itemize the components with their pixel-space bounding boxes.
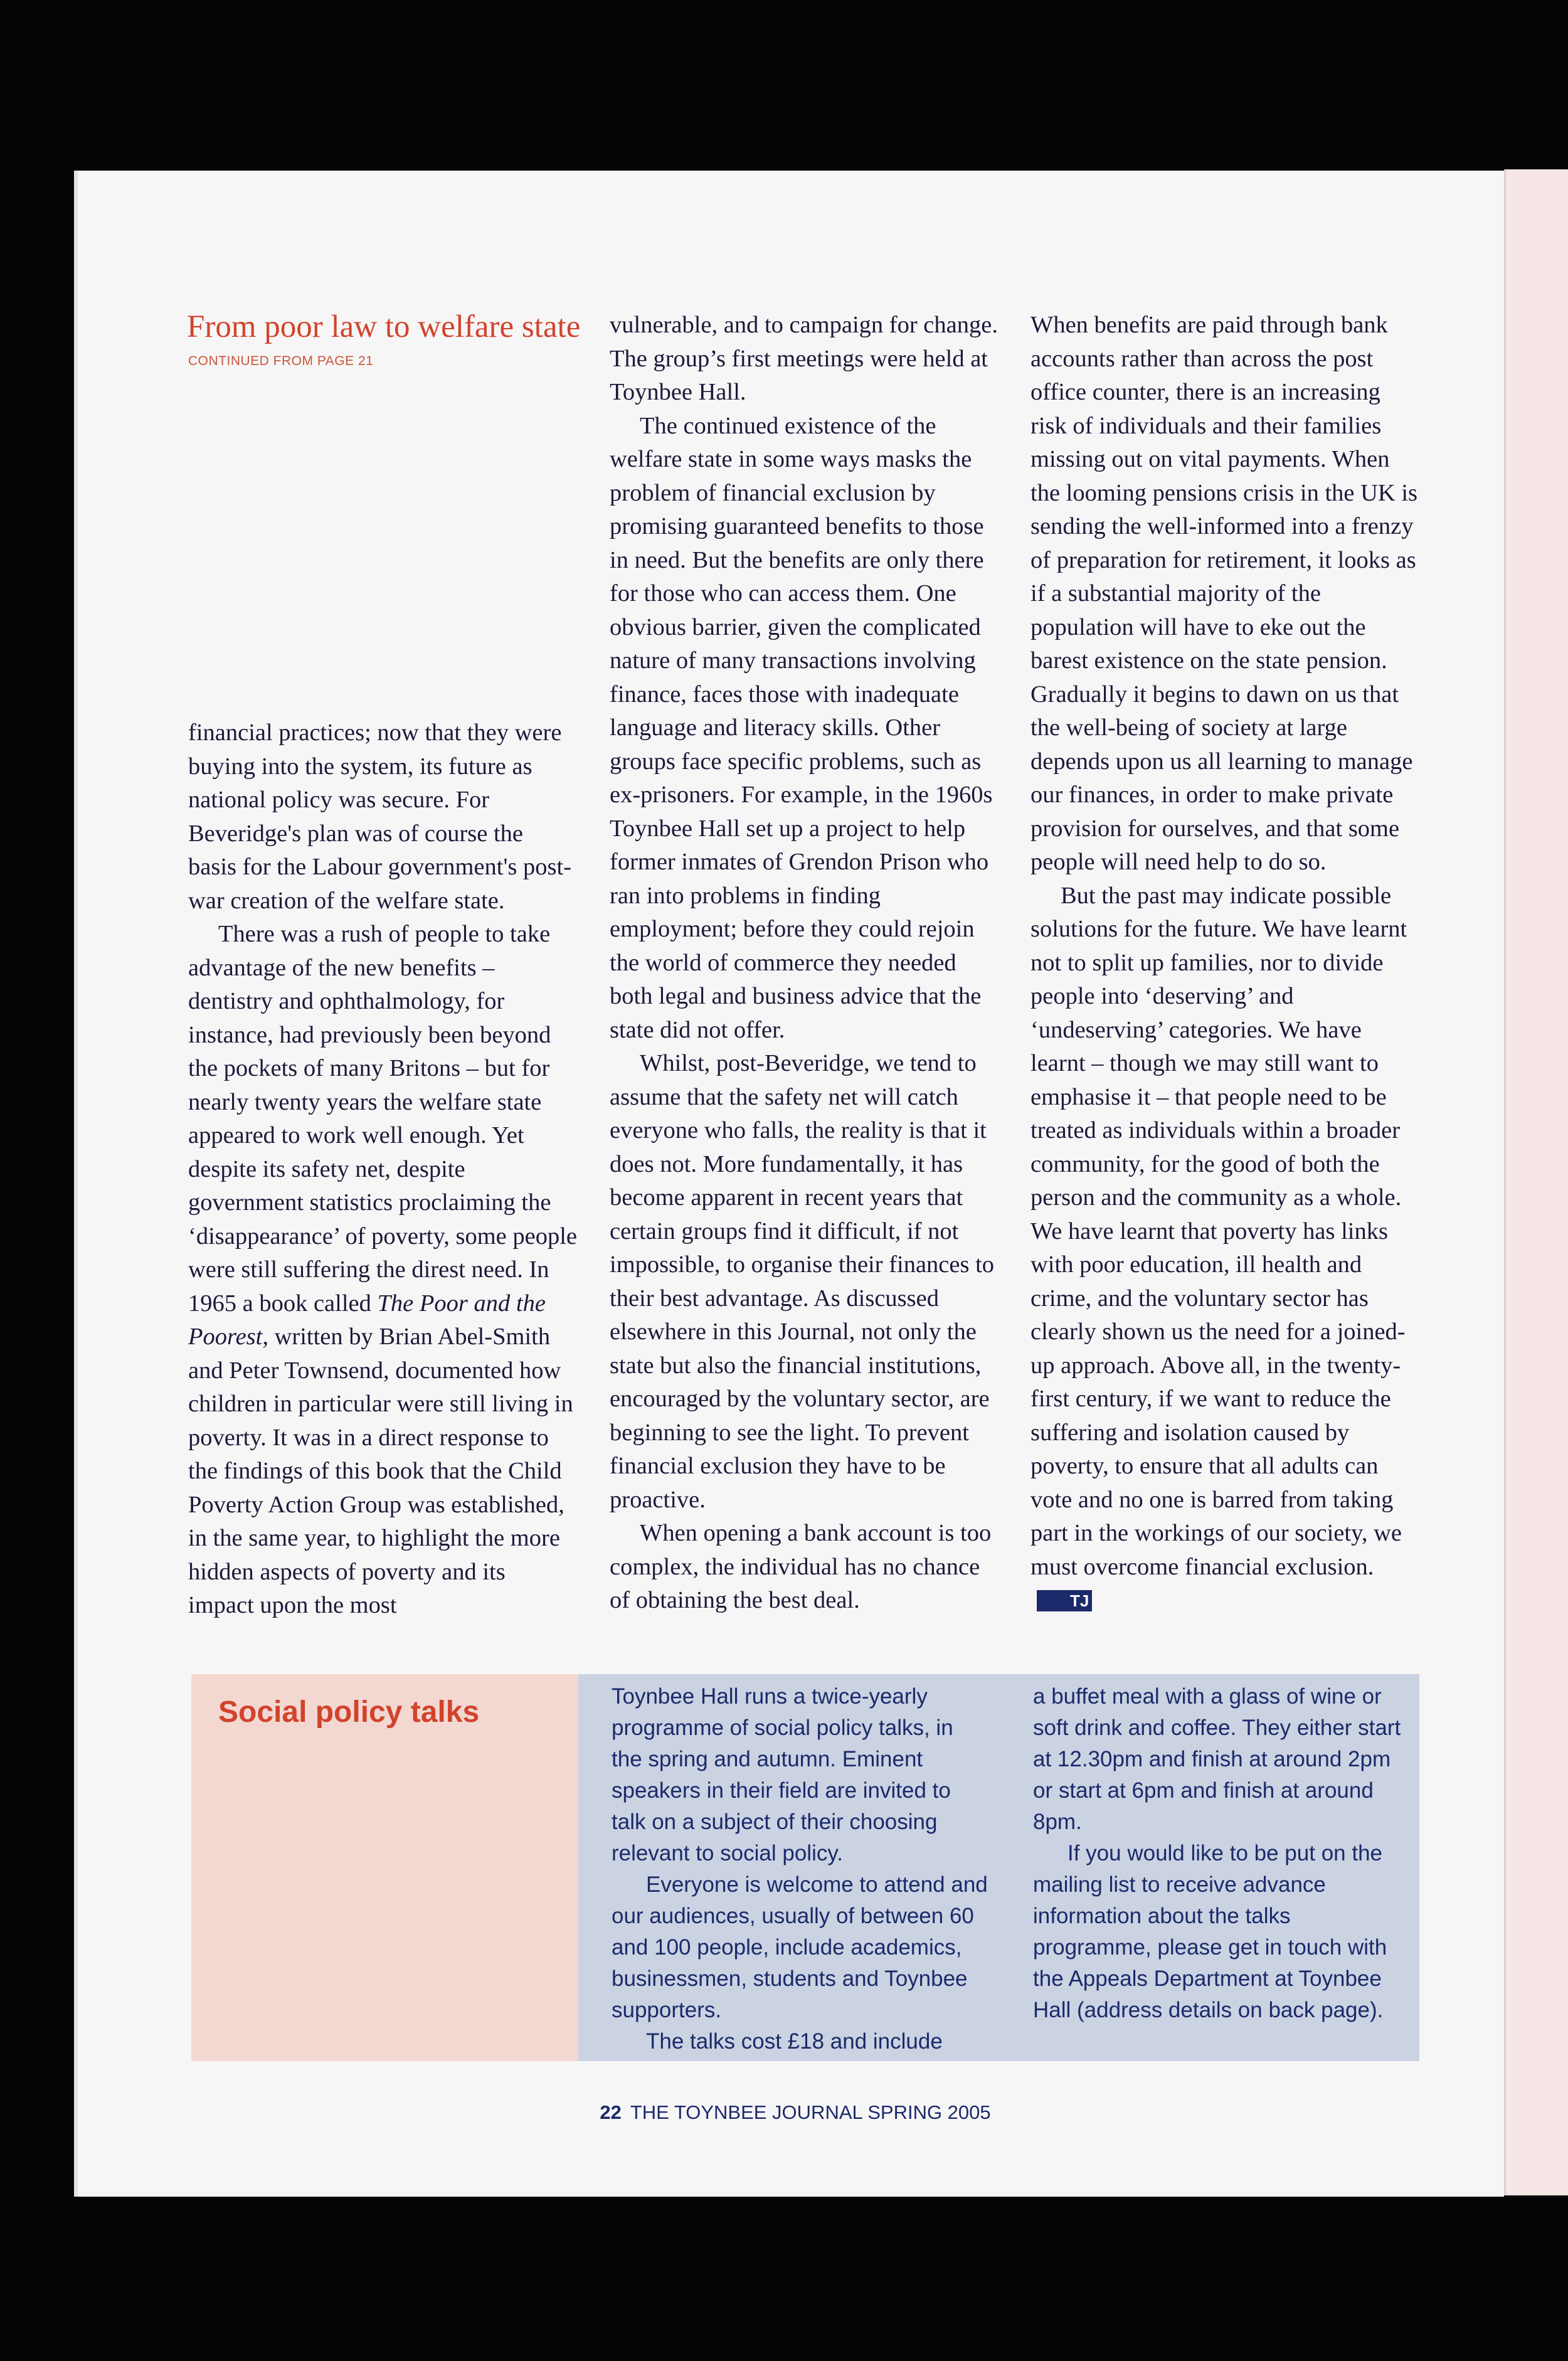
sidebar-title-panel: [191, 1674, 578, 2061]
article-column-1: [188, 309, 577, 1651]
paragraph-text: , written by Brian Abel-Smith and Peter Townsend, documented how children in particular were still living in poverty. It was in a direct response to the findings of this book that the Child Poverty Action Group was established, in the same year, to highlight the more hidden aspects of poverty and its impact upon the most: [188, 1324, 573, 1618]
page-number: 22: [600, 2101, 622, 2123]
sidebar-column-1: [612, 1681, 988, 2057]
paragraph-text: There was a rush of people to take advantage of the new benefits – dentistry and ophthalmology, for instance, had previously been beyond the pockets of many Britons – but for nearly twenty years the welfare state appeared to work well enough. Yet despite its safety net, despite government statistics proclaiming the ‘disappearance’ of poverty, some people were still suffering the direst need. In 1965 a book called: [188, 921, 577, 1317]
paragraph: The continued existence of the welfare state in some ways masks the problem of financial exclusion by promising guaranteed benefits to those in need. But the benefits are only there for those who can access them. One obvious barrier, given the complicated nature of many transactions involving finance, faces those with inadequate language and literacy skills. Other groups face specific problems, such as ex-prisoners. For example, in the 1960s Toynbee Hall set up a project to help former inmates of Grendon Prison who ran into problems in finding employment; before they could rejoin the world of commerce they needed both legal and business advice that the state did not offer.: [610, 412, 993, 1043]
sidebar-paragraph: If you would like to be put on the mailing list to receive advance information about the talks programme, please get in touch with the Appeals Department at Toynbee Hall (address details on back page).: [1033, 1841, 1387, 2022]
paragraph: When opening a bank account is too complex, the individual has no chance of obtaining the best deal.: [610, 1520, 992, 1613]
article-column-2: [610, 309, 999, 1651]
paragraph: When benefits are paid through bank accounts rather than across the post office counter, there is an increasing risk of individuals and their families missing out on vital payments. When the looming pensions crisis in the UK is sending the well-informed into a frenzy of preparation for retirement, it looks as if a substantial majority of the population will have to eke out the barest existence on the state pension. Gradually it begins to dawn on us that the well-being of society at large depends upon us all learning to manage our finances, in order to make private provision for ourselves, and that some people will need help to do so.: [1030, 312, 1418, 875]
article-title: From poor law to welfare state: [187, 309, 581, 344]
paragraph: vulnerable, and to campaign for change. The group’s first meetings were held at Toynbee Hall.: [610, 312, 998, 405]
sidebar-title: Social policy talks: [218, 1695, 480, 1729]
paragraph: financial practices; now that they were buying into the system, its future as national policy was secure. For Beveridge's plan was of course the basis for the Labour government's post-war creation of the welfare state.: [188, 719, 572, 914]
paragraph: [1030, 879, 1419, 1618]
sidebar-column-2: [1033, 1681, 1409, 2026]
book-title: The Poor and the Poorest: [188, 1290, 546, 1350]
paragraph-text: But the past may indicate possible solutions for the future. We have learnt not to split up families, nor to divide people into ‘deserving’ and ‘undeserving’ categories. We have learnt – though we may still want to emphasise it – that people need to be treated as individuals within a broader community, for the good of both the person and the community as a whole. We have learnt that poverty has links with poor education, ill health and crime, and the voluntary sector has clearly shown us the need for a joined-up approach. Above all, in the twenty-first century, if we want to reduce the suffering and isolation caused by poverty, to ensure that all adults can vote and no one is barred from taking part in the workings of our society, we must overcome financial exclusion.: [1030, 882, 1407, 1580]
paragraph: [188, 918, 577, 1623]
running-title: THE TOYNBEE JOURNAL SPRING 2005: [630, 2101, 991, 2123]
article-column-3: [1030, 309, 1419, 1651]
page-footer: [0, 2101, 1568, 2124]
continued-from-note: CONTINUED FROM PAGE 21: [188, 354, 374, 368]
sidebar-paragraph: The talks cost £18 and include: [646, 2029, 943, 2054]
sidebar-paragraph: Everyone is welcome to attend and our audiences, usually of between 60 and 100 people, include academics, businessmen, students and Toynbee supporters.: [612, 1872, 988, 2022]
end-mark-icon: TJ: [1037, 1590, 1092, 1611]
paragraph: Whilst, post-Beveridge, we tend to assume that the safety net will catch everyone who falls, the reality is that it does not. More fundamentally, it has become apparent in recent years that certain groups find it difficult, if not impossible, to organise their finances to their best advantage. As discussed elsewhere in this Journal, not only the state but also the financial institutions, encouraged by the voluntary sector, are beginning to see the light. To prevent financial exclusion they have to be proactive.: [610, 1050, 995, 1513]
sidebar-paragraph: Toynbee Hall runs a twice-yearly programme of social policy talks, in the spring and autumn. Eminent speakers in their field are invited to talk on a subject of their choosing relevant to social policy.: [612, 1684, 953, 1865]
column-spacer: [188, 309, 577, 716]
sidebar-paragraph-continued: a buffet meal with a glass of wine or soft drink and coffee. They either start at 12.30pm and finish at around 2pm or start at 6pm and finish at around 8pm.: [1033, 1684, 1401, 1834]
adjacent-page-edge: [1504, 169, 1568, 2195]
